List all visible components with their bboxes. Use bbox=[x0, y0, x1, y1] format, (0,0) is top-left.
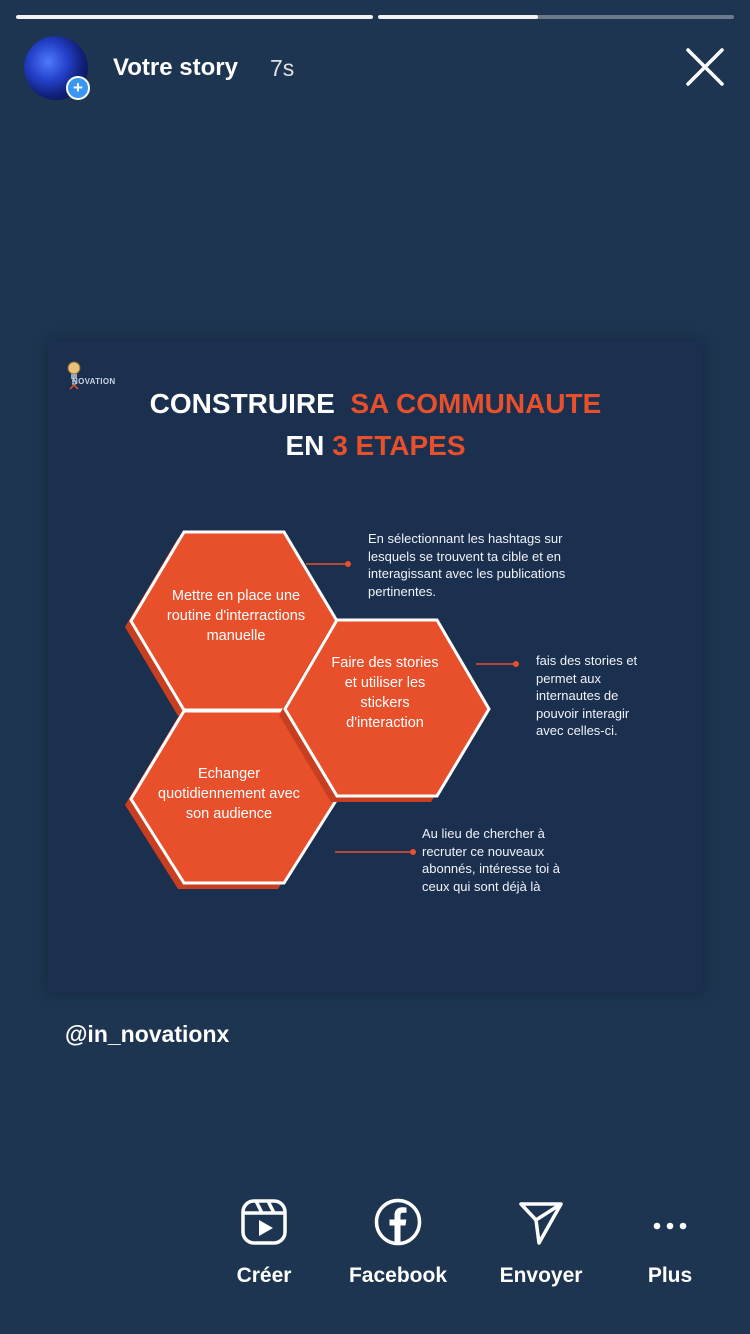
progress-fill-1 bbox=[16, 15, 373, 19]
more-icon bbox=[646, 1198, 694, 1246]
send-button[interactable] bbox=[471, 1198, 611, 1288]
more-label: Plus bbox=[647, 1264, 693, 1287]
reels-icon bbox=[240, 1198, 288, 1246]
more-button[interactable] bbox=[600, 1198, 740, 1288]
step-3-label: Echanger quotidiennement avec son audience bbox=[158, 766, 300, 822]
title-line1-orange: SA COMMUNAUTE bbox=[350, 388, 602, 419]
send-label: Envoyer bbox=[499, 1264, 583, 1287]
facebook-icon bbox=[374, 1198, 422, 1246]
logo-text: NOVATION bbox=[72, 377, 116, 386]
story-timestamp: 7s bbox=[270, 55, 295, 81]
step-3-description: Au lieu de chercher à recruter ce nouveaux abonnés, intéresse toi à ceux qui sont déjà là bbox=[422, 826, 561, 894]
progress-segment-1 bbox=[16, 15, 373, 19]
progress-segment-2 bbox=[378, 15, 735, 19]
avatar-add-icon[interactable]: + bbox=[66, 76, 90, 100]
title-line1-white: CONSTRUIRE bbox=[149, 388, 335, 419]
facebook-label: Facebook bbox=[348, 1264, 448, 1287]
shared-post-image[interactable] bbox=[48, 341, 703, 992]
story-progress bbox=[16, 15, 734, 19]
step-2-description: fais des stories et permet aux internautes de pouvoir interagir avec celles-ci. bbox=[536, 653, 638, 738]
story-header bbox=[24, 36, 734, 102]
title-line2-white: EN bbox=[285, 430, 325, 461]
share-actions-bar bbox=[0, 1198, 750, 1308]
facebook-button[interactable] bbox=[328, 1198, 468, 1288]
create-button[interactable] bbox=[194, 1198, 334, 1288]
story-title: Votre story bbox=[113, 54, 238, 81]
title-line2-orange: 3 ETAPES bbox=[332, 430, 466, 461]
step-2-label: Faire des stories et utiliser les stickers d'interaction bbox=[331, 655, 439, 731]
username-mention[interactable]: @in_novationx bbox=[65, 1021, 230, 1047]
close-icon[interactable] bbox=[680, 42, 730, 92]
step-1-label: Mettre en place une routine d'interractions manuelle bbox=[166, 588, 306, 644]
send-icon bbox=[517, 1198, 565, 1246]
progress-fill-2 bbox=[378, 15, 538, 19]
create-label: Créer bbox=[236, 1264, 292, 1287]
step-1-description: En sélectionnant les hashtags sur lesquels se trouvent ta cible et en interagissant avec les publications pertinentes. bbox=[368, 531, 566, 599]
